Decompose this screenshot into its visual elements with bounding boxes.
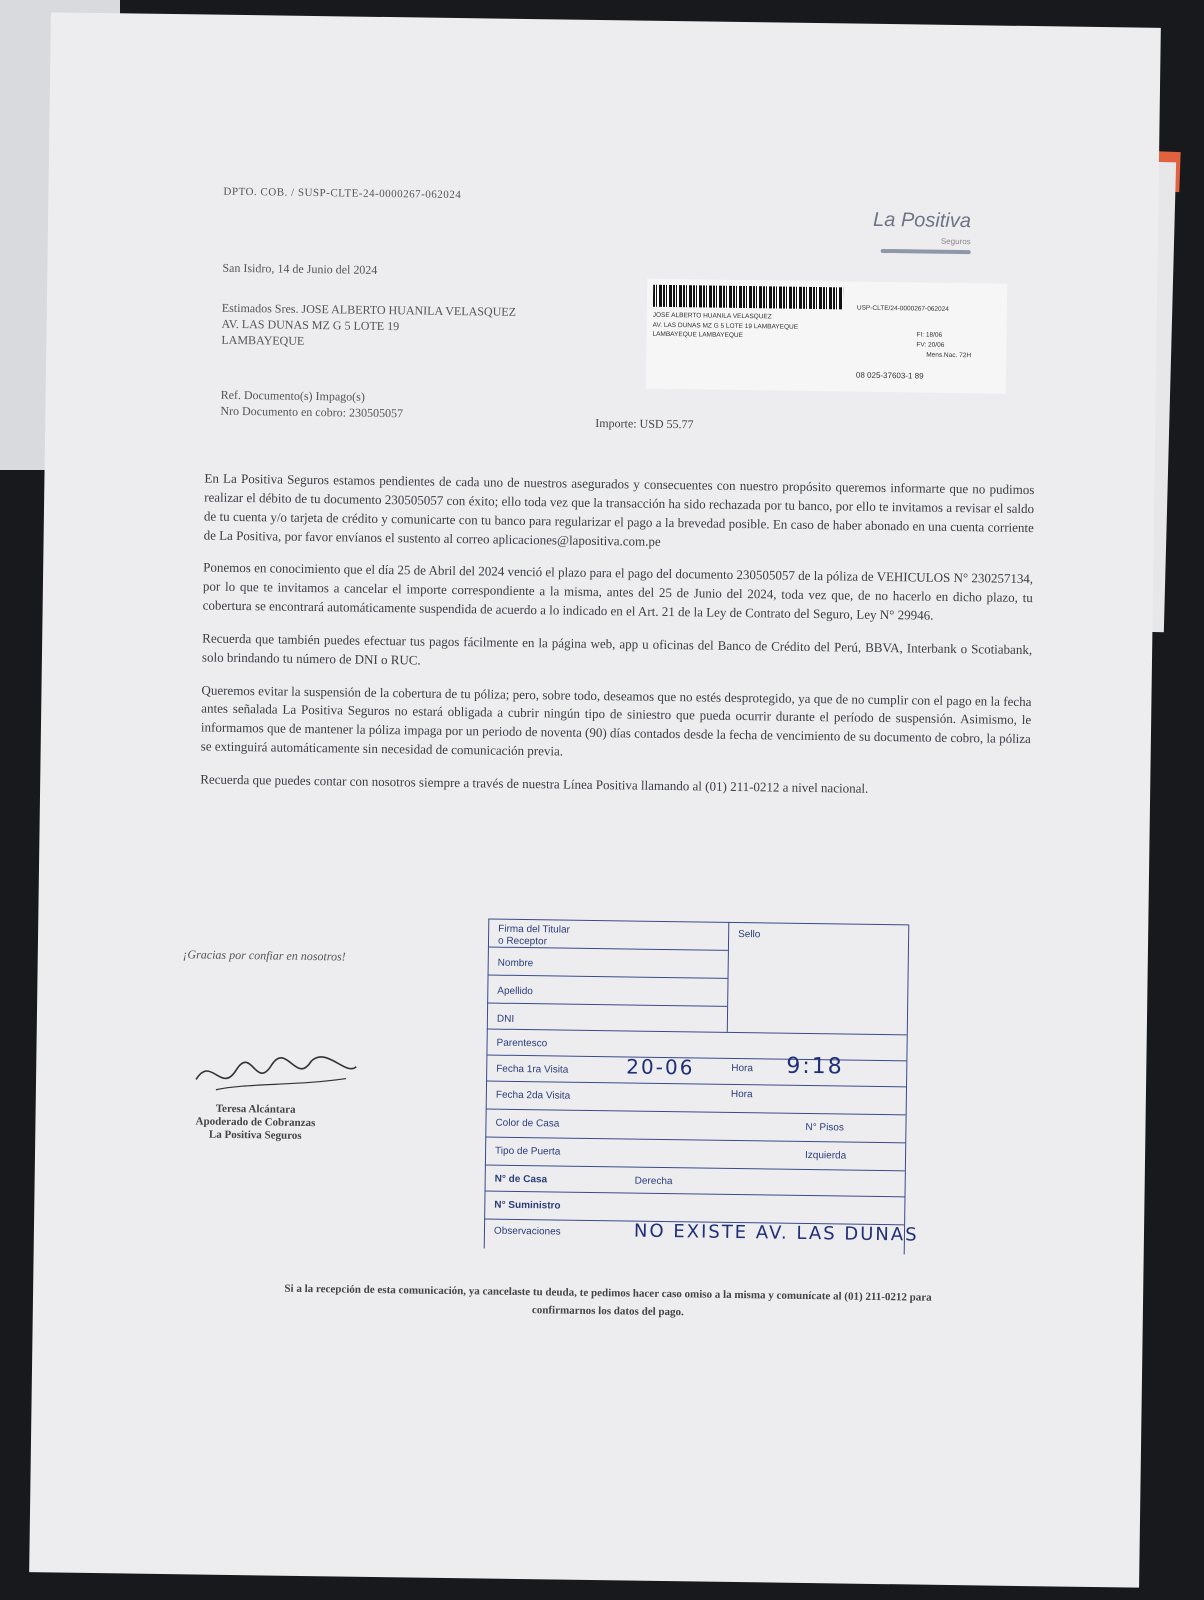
footer-line-2: confirmarnos los datos del pago. [531, 1303, 684, 1318]
stamp-firma: Firma del Titular [498, 923, 570, 936]
label-code: 08 025-37603-1 89 [855, 370, 924, 381]
footer-line-1: Si a la recepción de esta comunicación, ya cancelaste tu deuda, te pedimos hacer caso omiso a la misma y comunícate al (01) 211-0212 para [284, 1282, 932, 1304]
stamp-observaciones: Observaciones [493, 1225, 561, 1238]
signatory-name: Teresa Alcántara [215, 1102, 296, 1116]
logo-swoosh [881, 249, 971, 254]
mailing-label [646, 279, 1008, 394]
company-logo [873, 206, 971, 254]
label-fv: FV: 20/06 [916, 341, 945, 349]
label-name: JOSE ALBERTO HUANILA VELASQUEZ [652, 311, 772, 321]
stamp-n-suministro: N° Suministro [494, 1199, 561, 1212]
signatory-company: La Positiva Seguros [208, 1129, 302, 1143]
letter-paper [29, 12, 1161, 1587]
stamp-derecha: Derecha [634, 1175, 673, 1188]
stamp-n-casa: N° de Casa [494, 1173, 548, 1186]
label-mens: Mens.Nac. 72H [926, 351, 972, 360]
footer-note [158, 1279, 1058, 1327]
stamp-color-casa: Color de Casa [495, 1117, 560, 1130]
document-reference: DPTO. COB. / SUSP-CLTE-24-0000267-062024 [223, 185, 462, 202]
recipient-line-2: AV. LAS DUNAS MZ G 5 LOTE 19 [221, 316, 400, 334]
signature-icon [186, 1034, 367, 1107]
stamp-apellido: Apellido [497, 985, 533, 998]
document-refs [220, 387, 403, 422]
recipient-address [221, 300, 516, 353]
handwritten-date: 20-06 [626, 1054, 695, 1080]
stamp-izquierda: Izquierda [804, 1149, 847, 1162]
logo-sub: Seguros [940, 236, 971, 247]
barcode [653, 285, 843, 310]
logo-name: La Positiva [872, 208, 972, 233]
stamp-n-pisos: N° Pisos [805, 1121, 844, 1134]
delivery-stamp [483, 919, 948, 1275]
stamp-parentesco: Parentesco [496, 1037, 548, 1050]
paragraph-4: Queremos evitar la suspensión de la cobertura de tu póliza; pero, sobre todo, deseamos que no estés desprotegido, ya que de no cumplir con el pago en la fecha antes señalada La Positiva Seguros no estará obligada a cubrir ningún tipo de siniestro que pueda ocurrir durante el período de suspensión. Asimismo, le informamos que de mantener la póliza impaga por un periodo de noventa (90) días contados desde la fecha de vencimiento de su documento de cobro, la póliza se extinguirá automáticamente sin necesidad de comunicación previa. [200, 682, 1032, 759]
paragraph-1: En La Positiva Seguros estamos pendientes de cada uno de nuestros asegurados y consecuentes con nuestro propósito queremos informarte que no pudimos realizar el débito de tu documento 230505057 con éxito; ello toda vez que la transacción ha sido rechazada por tu banco, por ello te invitamos a revisar el saldo de tu cuenta y/o tarjeta de crédito y comunicarte con tu banco para regularizar el pago a la brevedad posible. En caso de haber abonado en una cuenta corriente de La Positiva, por favor envíanos el sustento al correo aplicaciones@lapositiva.com.pe [203, 470, 1035, 549]
thanks-line: ¡Gracias por confiar en nosotros! [182, 947, 346, 964]
paragraph-3: Recuerda que también puedes efectuar tus pagos fácilmente en la página web, app u oficinas del Banco de Crédito del Perú, BBVA, Interbank o Scotiabank, solo brindando tu número de DNI o RUC. [201, 630, 1033, 668]
label-ref: USP-CLTE/24-0000267-062024 [856, 304, 949, 313]
recipient-line-3: LAMBAYEQUE [221, 333, 305, 349]
letter-body [200, 470, 1035, 815]
stamp-hora-2: Hora [730, 1088, 753, 1101]
label-addr-1: AV. LAS DUNAS MZ G 5 LOTE 19 LAMBAYEQUE [652, 321, 799, 331]
ref-line-1: Ref. Documento(s) Impago(s) [220, 387, 366, 404]
paragraph-5: Recuerda que puedes contar con nosotros siempre a través de nuestra Línea Positiva llamando al (01) 211-0212 a nivel nacional. [200, 771, 869, 796]
stamp-sello: Sello [738, 929, 761, 941]
handwritten-time: 9:18 [786, 1053, 844, 1080]
paragraph-2: Ponemos en conocimiento que el día 25 de Abril del 2024 venció el plazo para el pago del documento 230505057 de la póliza de VEHICULOS N° 230257134, por lo que te invitamos a cancelar el importe correspondiente a la misma, antes del 25 de Junio del 2024, toda vez que, de no hacerlo en dicho plazo, tu cobertura se encontrará automáticamente suspendida de acuerdo a lo indicado en el Art. 21 de la Ley de Contrato del Seguro, Ley N° 29946. [202, 559, 1034, 623]
stamp-tipo-puerta: Tipo de Puerta [495, 1145, 561, 1158]
letter-content [169, 124, 1069, 1318]
letter-date: San Isidro, 14 de Junio del 2024 [222, 260, 378, 277]
stamp-dni: DNI [496, 1013, 515, 1025]
signatory-role: Apoderado de Cobranzas [195, 1115, 316, 1130]
ref-line-2: Nro Documento en cobro: 230505057 [220, 403, 404, 421]
label-fi: FI: 18/06 [916, 331, 943, 339]
stamp-fecha-2da: Fecha 2da Visita [495, 1089, 571, 1102]
stamp-receptor: o Receptor [497, 935, 548, 948]
handwritten-observation: NO EXISTE AV. LAS DUNAS [633, 1220, 919, 1246]
recipient-line-1: Estimados Sres. JOSE ALBERTO HUANILA VELASQUEZ [221, 300, 517, 319]
label-addr-2: LAMBAYEQUE LAMBAYEQUE [652, 330, 743, 340]
stamp-fecha-visita: Fecha 1ra Visita [496, 1063, 569, 1076]
stamp-hora: Hora [731, 1062, 754, 1075]
stamp-nombre: Nombre [497, 957, 534, 970]
amount-due: Importe: USD 55.77 [595, 415, 694, 432]
signatory [165, 1102, 346, 1144]
